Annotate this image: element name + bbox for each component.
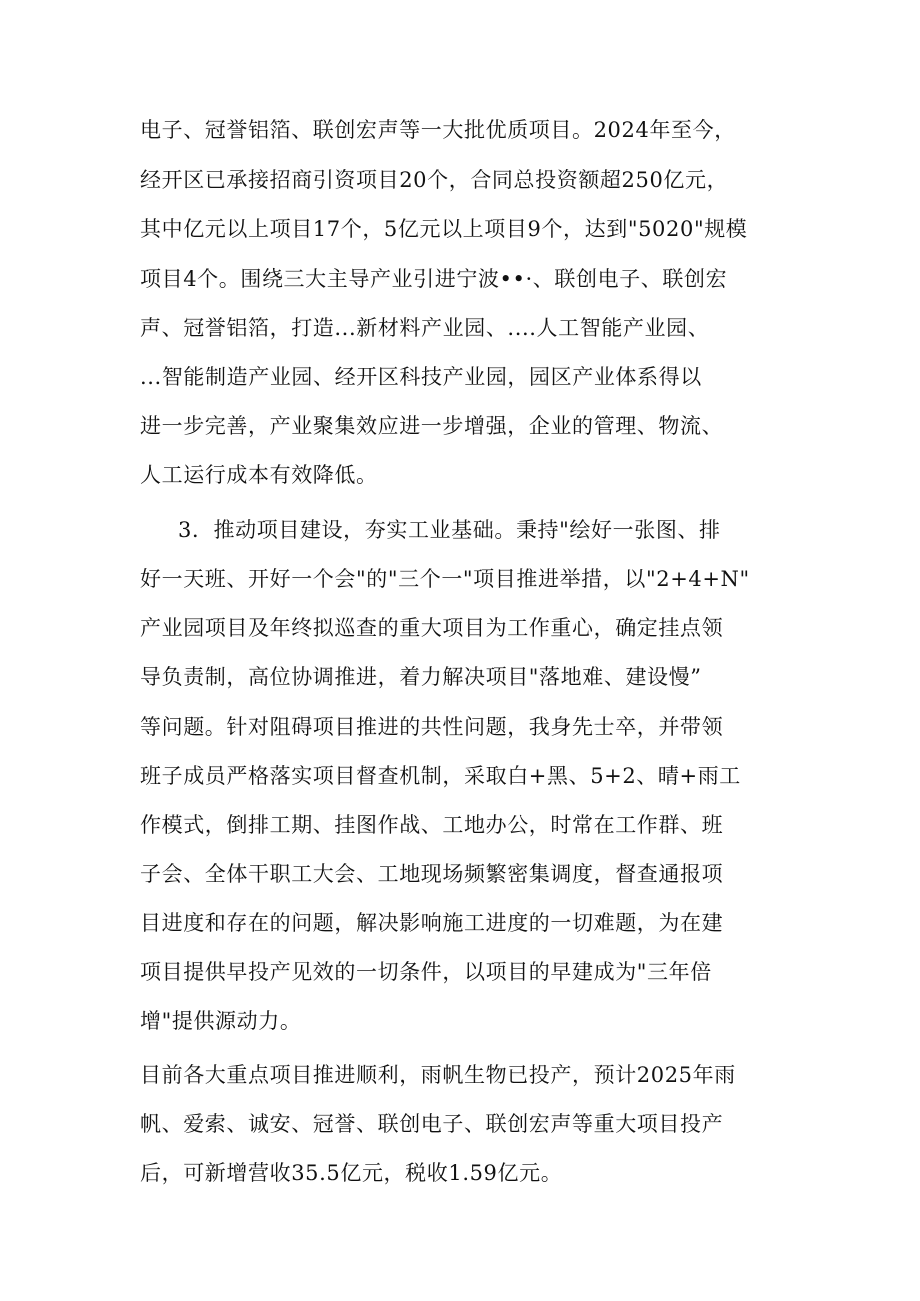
text-line: 好一天班、开好一个会"的"三个一"项目推进举措，以"2+4+N" [140,567,750,591]
text-line: 子会、全体干职工大会、工地现场频繁密集调度，督查通报项 [140,862,724,886]
text-line: 3．推动项目建设，夯实工业基础。秉持"绘好一张图、排 [178,518,721,542]
text-line: 作模式，倒排工期、挂图作战、工地办公，时常在工作群、班 [140,813,724,837]
text-line: 导负责制，高位协调推进，着力解决项目"落地难、建设慢” [140,665,702,689]
text-line: 人工运行成本有效降低。 [140,463,378,487]
text-line: 项目提供早投产见效的一切条件，以项目的早建成为"三年倍 [140,960,712,984]
text-line: 其中亿元以上项目17个，5亿元以上项目9个，达到"5020"规模 [140,217,748,241]
text-line: 目进度和存在的问题，解决影响施工进度的一切难题，为在建 [140,911,724,935]
text-line: 增"提供源动力。 [140,1009,302,1033]
text-line: 声、冠誉铝箔，打造...新材料产业园、....人工智能产业园、 [140,316,710,340]
text-line: 目前各大重点项目推进顺利，雨帆生物已投产，预计2025年雨 [140,1063,736,1087]
text-line: 产业园项目及年终拟巡查的重大项目为工作重心，确定挂点领 [140,616,724,640]
text-line: 经开区已承接招商引资项目20个，合同总投资额超250亿元， [140,168,729,192]
text-line: 班子成员严格落实项目督查机制，采取白+黑、5+2、晴+雨工 [140,764,741,788]
text-line: ...智能制造产业园、经开区科技产业园，园区产业体系得以 [140,365,702,389]
text-line: 等问题。针对阻碍项目推进的共性问题，我身先士卒，并带领 [140,715,724,739]
text-line: 进一步完善，产业聚集效应进一步增强，企业的管理、物流、 [140,414,724,438]
text-line: 后，可新增营收35.5亿元，税收1.59亿元。 [140,1161,563,1185]
text-line: 电子、冠誉铝箔、联创宏声等一大批优质项目。2024年至今， [140,118,736,142]
text-line: 项目4个。围绕三大主导产业引进宁波••·、联创电子、联创宏 [140,267,728,291]
text-line: 帆、爱索、诚安、冠誉、联创电子、联创宏声等重大项目投产 [140,1112,724,1136]
